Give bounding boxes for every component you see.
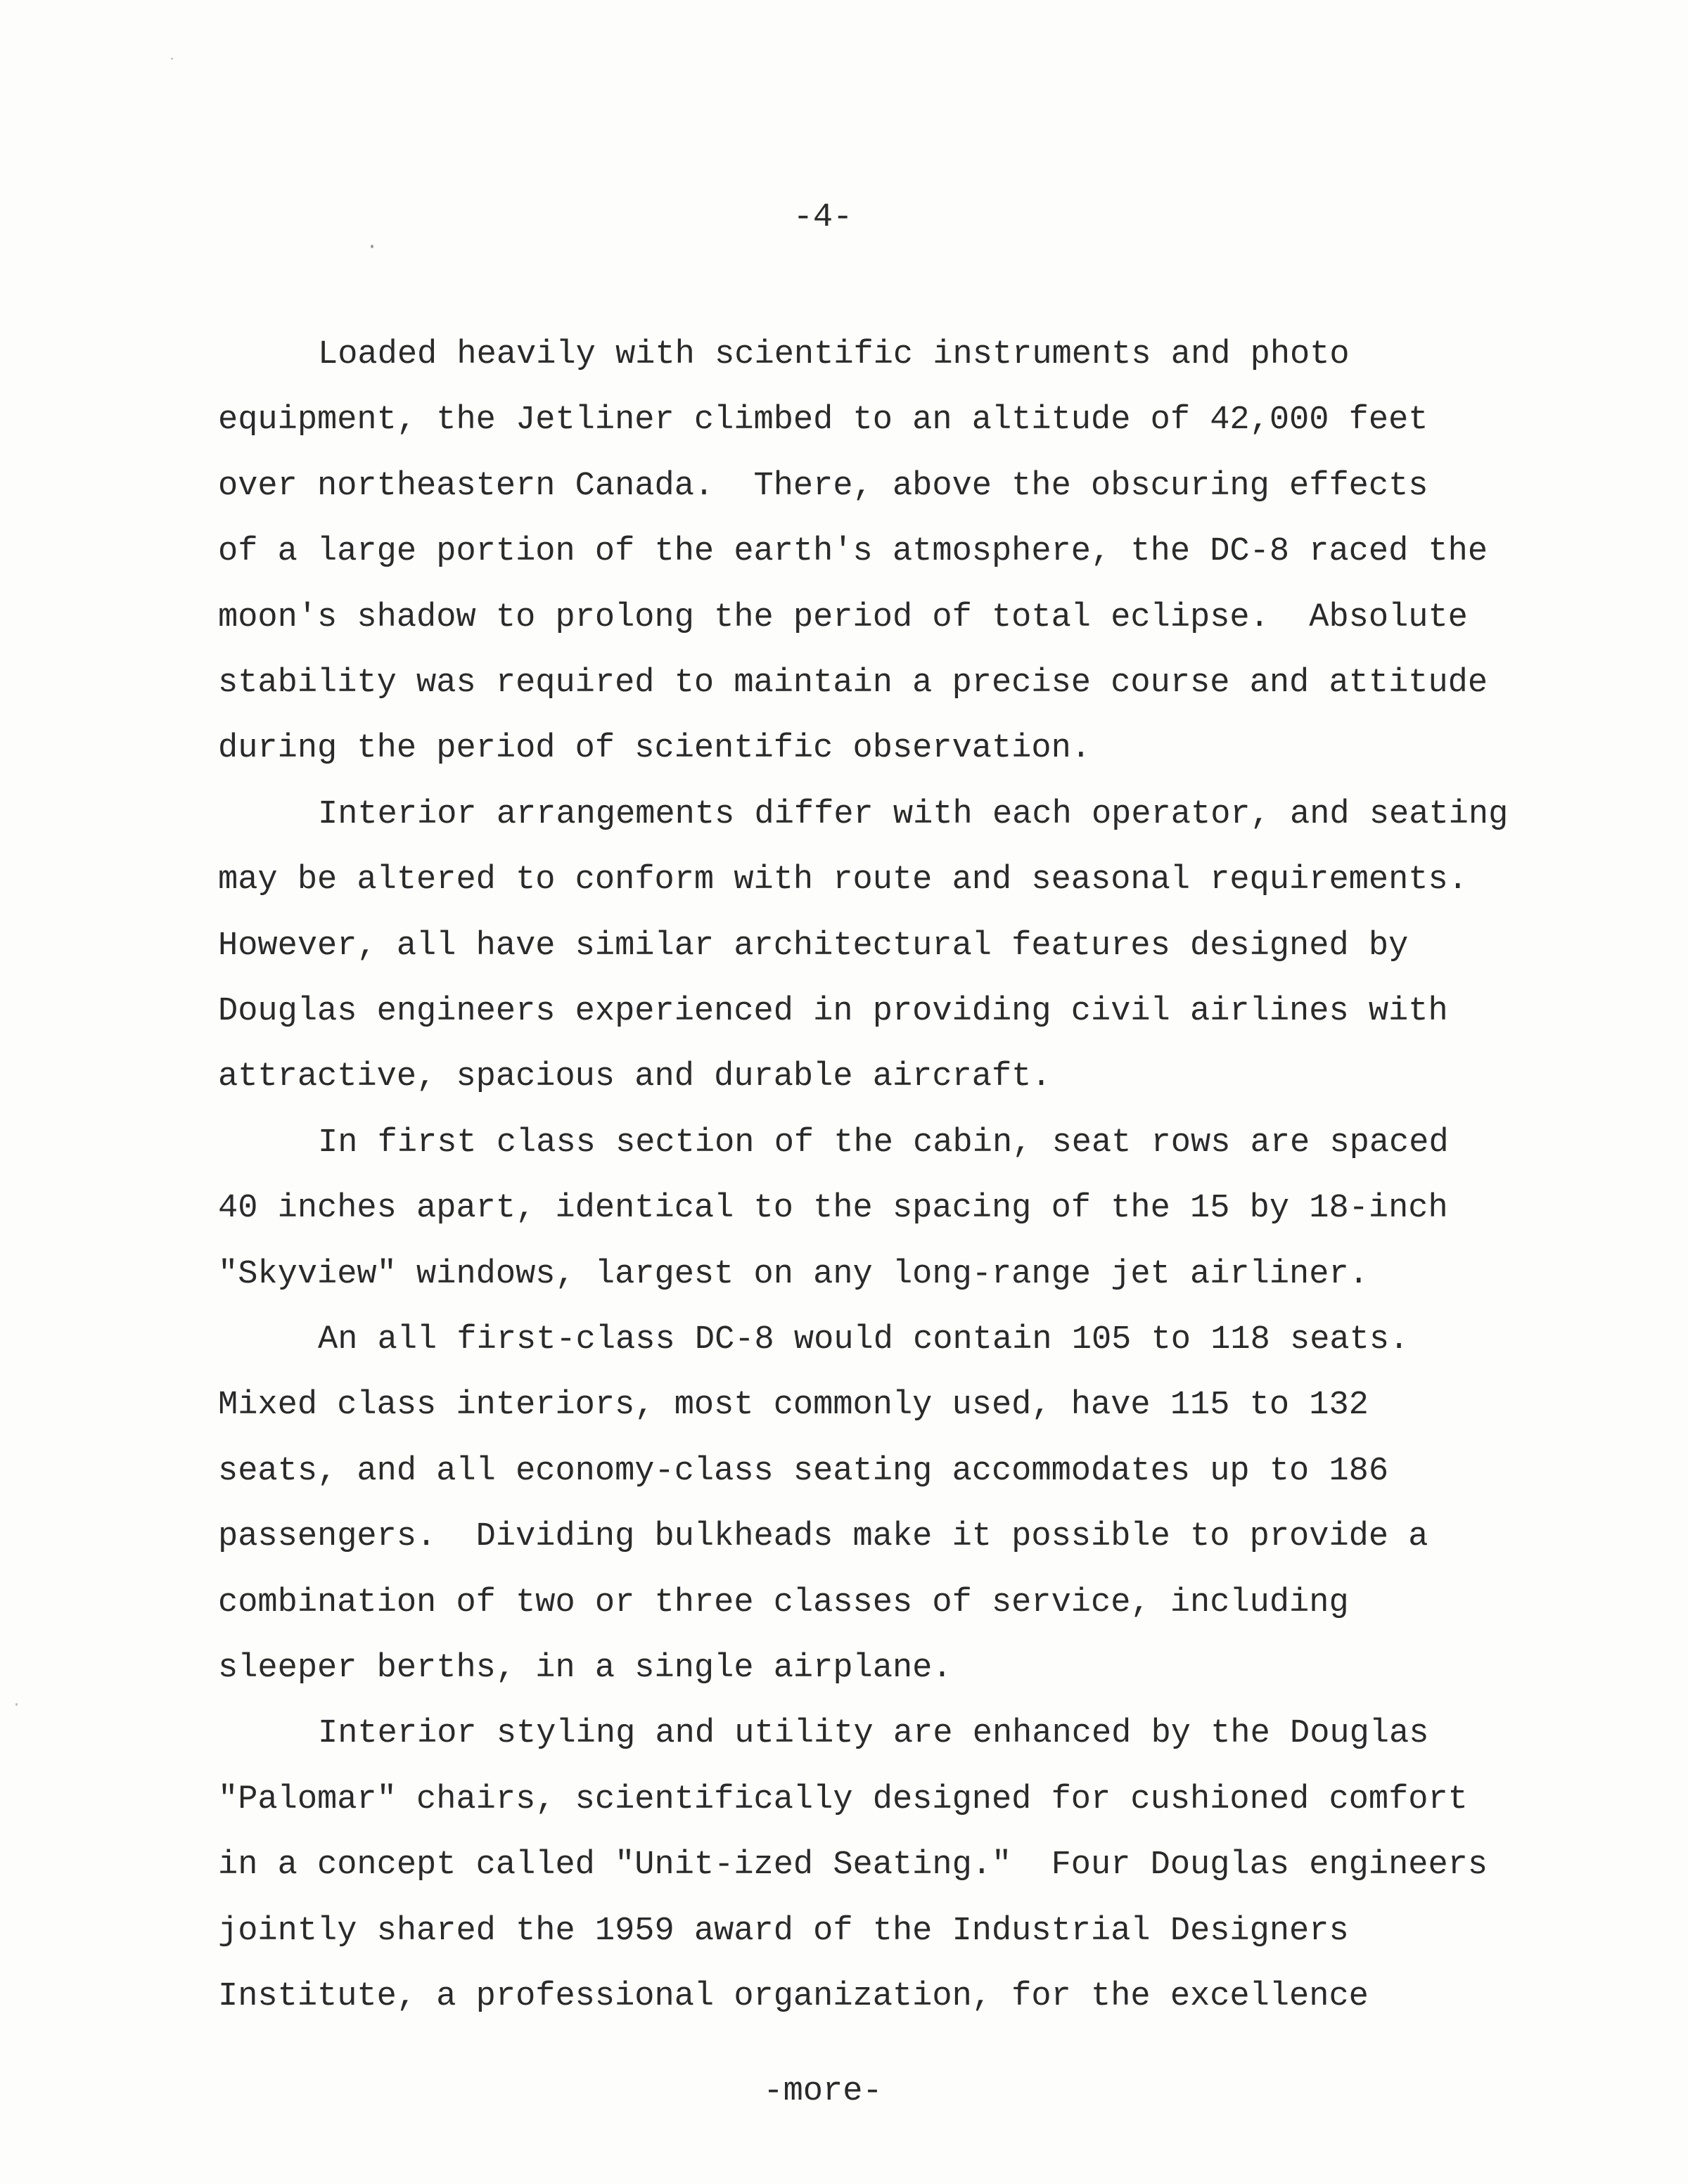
text-line: seats, and all economy-class seating accommodates up to 186 [218,1453,1389,1490]
text-line: sleeper berths, in a single airplane. [218,1650,952,1687]
text-line: "Palomar" chairs, scientifically designed for cushioned comfort [218,1781,1468,1818]
text-line: of a large portion of the earth's atmosphere, the DC-8 raced the [218,533,1488,570]
paper-speck [371,245,373,248]
text-line: combination of two or three classes of service, including [218,1584,1349,1621]
text-line: jointly shared the 1959 award of the Industrial Designers [218,1913,1349,1950]
paper-speck [171,58,173,60]
text-line: during the period of scientific observation. [218,730,1092,767]
continuation-footer: -more- [763,2073,883,2110]
text-line: Institute, a professional organization, for the excellence [218,1978,1369,2015]
text-line: may be altered to conform with route and seasonal requirements. [218,861,1468,899]
text-line: Douglas engineers experienced in providing civil airlines with [218,993,1448,1030]
text-line: equipment, the Jetliner climbed to an altitude of 42,000 feet [218,402,1428,439]
paper-speck [15,1703,18,1706]
text-line: "Skyview" windows, largest on any long-range jet airliner. [218,1256,1369,1293]
text-line: in a concept called "Unit-ized Seating." Four Douglas engineers [218,1846,1488,1884]
text-line: attractive, spacious and durable aircraft. [218,1058,1051,1096]
text-line: stability was required to maintain a precise course and attitude [218,664,1488,702]
text-line: Interior styling and utility are enhanced by the Douglas [318,1715,1429,1752]
text-line: An all first-class DC-8 would contain 105 to 118 seats. [318,1321,1409,1358]
text-line: moon's shadow to prolong the period of total eclipse. Absolute [218,599,1468,636]
text-line: Mixed class interiors, most commonly used, have 115 to 132 [218,1387,1369,1424]
text-line: However, all have similar architectural features designed by [218,927,1409,965]
page-number: -4- [793,199,853,236]
text-line: 40 inches apart, identical to the spacing of the 15 by 18-inch [218,1190,1448,1227]
text-line: passengers. Dividing bulkheads make it possible to provide a [218,1518,1428,1555]
text-line: In first class section of the cabin, seat rows are spaced [318,1124,1449,1162]
text-line: Interior arrangements differ with each operator, and seating [318,796,1509,833]
text-line: Loaded heavily with scientific instruments and photo [318,336,1350,373]
text-line: over northeastern Canada. There, above the obscuring effects [218,468,1428,505]
